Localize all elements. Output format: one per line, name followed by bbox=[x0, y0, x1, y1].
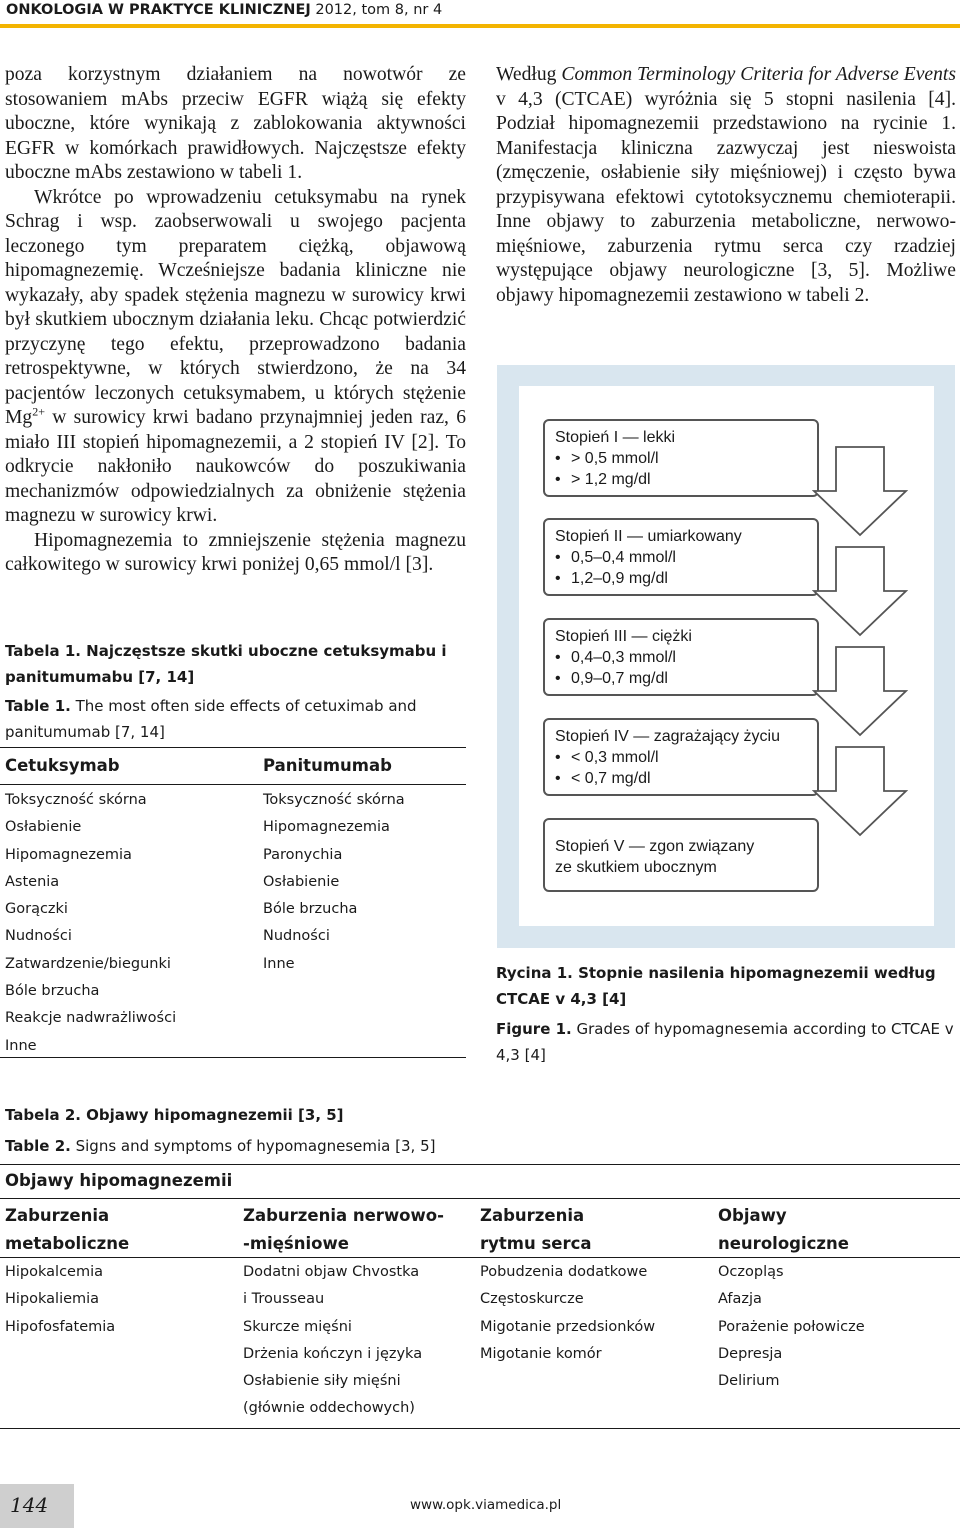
grade-title: Stopień IV — zagrażający życiu bbox=[555, 728, 780, 745]
table2-col2 bbox=[243, 1259, 422, 1423]
body-text-right bbox=[496, 63, 956, 308]
table-cell: Dodatni objaw Chvostka bbox=[243, 1264, 420, 1280]
page-number: 144 bbox=[10, 1493, 49, 1517]
running-header bbox=[0, 0, 960, 28]
table2-main-header: Objawy hipomagnezemii bbox=[5, 1171, 233, 1190]
table-cell: Porażenie połowicze bbox=[718, 1318, 865, 1335]
arrow-down-icon bbox=[812, 745, 908, 837]
table-cell: Osłabienie siły mięśni bbox=[243, 1373, 401, 1390]
table2-col4 bbox=[718, 1259, 865, 1395]
grade-box-3 bbox=[543, 618, 819, 696]
grade-item: • > 0,5 mmol/l bbox=[555, 448, 809, 469]
grade-title: Stopień I — lekki bbox=[555, 429, 676, 446]
table-cell: Nudności bbox=[5, 928, 72, 945]
grade-item: • > 1,2 mg/dl bbox=[555, 469, 809, 490]
table2-col1-header: Zaburzenia metaboliczne bbox=[5, 1206, 130, 1253]
figure-caption-pl: Rycina 1. Stopnie nasilenia hipomagnezemii według CTCAE v 4,3 [4] bbox=[496, 964, 936, 1008]
table2-col4-header: Objawy neurologiczne bbox=[718, 1206, 849, 1253]
table-cell: Delirium bbox=[718, 1373, 780, 1390]
grade-item: • 0,4–0,3 mmol/l bbox=[555, 647, 809, 668]
table2-title-en: Table 2. Signs and symptoms of hypomagnesemia [3, 5] bbox=[5, 1137, 436, 1155]
table-cell: Hipofosfatemia bbox=[5, 1318, 116, 1335]
journal-title: ONKOLOGIA W PRAKTYCE KLINICZNEJ 2012, tom 8, nr 4 bbox=[6, 2, 443, 18]
table1-title-en: Table 1. The most often side effects of cetuximab and panitumumab [7, 14] bbox=[5, 697, 417, 741]
table2-col3-header: Zaburzenia rytmu serca bbox=[480, 1206, 592, 1253]
table2-col3 bbox=[480, 1259, 655, 1368]
table-cell: Oczopląs bbox=[718, 1264, 784, 1280]
table-cell: Toksyczność skórna bbox=[263, 792, 405, 808]
table2-subheader-rule bbox=[0, 1198, 960, 1199]
table-cell: Hipomagnezemia bbox=[263, 819, 390, 836]
table1-col2-header: Panitumumab bbox=[263, 756, 392, 775]
table1-header-rule bbox=[0, 784, 466, 785]
grade-item: • 1,2–0,9 mg/dl bbox=[555, 568, 809, 589]
table2-top-rule bbox=[0, 1164, 960, 1165]
table-cell: Skurcze mięśni bbox=[243, 1318, 352, 1335]
table2-col1 bbox=[5, 1259, 115, 1341]
table-cell: Nudności bbox=[263, 928, 330, 945]
footer-url: www.opk.viamedica.pl bbox=[410, 1497, 562, 1513]
paragraph-3: Hipomagnezemia to zmniejszenie stężenia magnezu całkowitego w surowicy krwi poniżej 0,65 mmol/l [3]. bbox=[5, 529, 466, 575]
table2-col2-header: Zaburzenia nerwowo- -mięśniowe bbox=[243, 1206, 444, 1253]
header-rule bbox=[0, 24, 960, 28]
grade-box-2 bbox=[543, 518, 819, 596]
table-cell: Toksyczność skórna bbox=[5, 792, 147, 808]
paragraph-1: poza korzystnym działaniem na nowotwór ze stosowaniem mAbs przeciw EGFR wiążą się efekty uboczne, które wynikają z zablokowania aktywności EGFR w komórkach prawidłowych. Najczęstsze efekty uboczne mAbs zestawiono w tabeli 1. bbox=[5, 64, 466, 183]
table-cell: Bóle brzucha bbox=[5, 983, 100, 1000]
table1-top-rule bbox=[0, 747, 466, 748]
grade-item: • 0,5–0,4 mmol/l bbox=[555, 547, 809, 568]
table-cell: Depresja bbox=[718, 1345, 783, 1362]
table-cell: Częstoskurcze bbox=[480, 1291, 584, 1308]
grade-item: • 0,9–0,7 mg/dl bbox=[555, 668, 809, 689]
grade-item: • < 0,7 mg/dl bbox=[555, 768, 809, 789]
grade-box-4 bbox=[543, 718, 819, 796]
grade-item: • < 0,3 mmol/l bbox=[555, 747, 809, 768]
table-cell: Osłabienie bbox=[263, 873, 340, 890]
table-cell: Drżenia kończyn i języka bbox=[243, 1345, 423, 1362]
grade-title: Stopień V — zgon związany ze skutkiem ubocznym bbox=[555, 838, 755, 876]
table-cell: Bóle brzucha bbox=[263, 901, 358, 918]
table-cell: Astenia bbox=[5, 873, 60, 890]
grade-title: Stopień III — ciężki bbox=[555, 628, 692, 645]
table1-col1 bbox=[5, 787, 176, 1060]
table-cell: Paronychia bbox=[263, 846, 343, 863]
arrow-down-icon bbox=[812, 545, 908, 637]
table-cell: Hipokaliemia bbox=[5, 1291, 100, 1308]
table-cell: Inne bbox=[5, 1037, 37, 1054]
grade-title: Stopień II — umiarkowany bbox=[555, 528, 742, 545]
paragraph-4: Według Common Terminology Criteria for Adverse Events v 4,3 (CTCAE) wyróżnia się 5 stopni nasilenia [4]. Podział hipomagnezemii przedstawiono na rycinie 1. Manifestacja kliniczna zazwyczaj jest nieswoista (zmęczenie, osłabienie siły mięśniowej) i często bywa przypisywana efektowi cytotoksycznemu chemioterapii. Inne objawy to zaburzenia metaboliczne, nerwowo-mięśniowe, zaburzenia rytmu serca czy rzadziej występujące objawy neurologiczne [3, 5]. Możliwe objawy hipomagnezemii zestawiono w tabeli 2. bbox=[496, 64, 956, 306]
table2-header-rule bbox=[0, 1257, 960, 1258]
table-cell: Migotanie przedsionków bbox=[480, 1318, 656, 1335]
table-cell: Afazja bbox=[718, 1291, 762, 1308]
figure-caption-en: Figure 1. Grades of hypomagnesemia according to CTCAE v 4,3 [4] bbox=[496, 1020, 954, 1064]
arrow-down-icon bbox=[812, 445, 908, 537]
table1-col2 bbox=[263, 787, 405, 978]
table-cell: Migotanie komór bbox=[480, 1345, 602, 1362]
table-cell: Hipomagnezemia bbox=[5, 846, 132, 863]
table-cell: Osłabienie bbox=[5, 819, 82, 836]
grade-box-1 bbox=[543, 419, 819, 497]
table-cell: Zatwardzenie/biegunki bbox=[5, 955, 171, 972]
arrow-down-icon bbox=[812, 645, 908, 737]
table1-title-pl: Tabela 1. Najczęstsze skutki uboczne cetuksymabu i panitumumabu [7, 14] bbox=[5, 642, 447, 686]
table2-title-pl: Tabela 2. Objawy hipomagnezemii [3, 5] bbox=[5, 1106, 344, 1124]
table-cell: Pobudzenia dodatkowe bbox=[480, 1264, 648, 1280]
paragraph-2: Wkrótce po wprowadzeniu cetuksymabu na rynek Schrag i wsp. zaobserwowali u swojego pacjenta leczonego tym preparatem ciężką, objawową hipomagnezemię. Wcześniejsze badania kliniczne nie wykazały, aby spadek stężenia magnezu w surowicy krwi był skutkiem ubocznym działania leku. Chcąc potwierdzić przyczynę tego efektu, przeprowadzono badania retrospektywne, w których stwierdzono, że na 34 pacjentów leczonych cetuksymabem, u których stężenie $Mg^{2+}$ w surowicy krwi badano przynajmniej jeden raz, 6 miało III stopień hipomagnezemii, a 2 stopień IV [2]. To odkrycie nakłoniło naukowców do poszukiwania mechanizmów odpowiedzialnych za obniżenie stężenia magnezu w surowicy krwi. bbox=[5, 186, 466, 526]
table-cell: Inne bbox=[263, 955, 295, 972]
table-cell: Gorączki bbox=[5, 901, 68, 918]
table-cell: (głównie oddechowych) bbox=[243, 1400, 415, 1417]
table-cell: i Trousseau bbox=[243, 1291, 325, 1308]
grade-box-5 bbox=[543, 818, 819, 892]
table2-bottom-rule bbox=[0, 1428, 960, 1429]
table1-col1-header: Cetuksymab bbox=[5, 756, 120, 775]
table-cell: Reakcje nadwrażliwości bbox=[5, 1010, 177, 1027]
body-text-left bbox=[5, 63, 466, 578]
table-cell: Hipokalcemia bbox=[5, 1264, 103, 1280]
table1-bottom-rule bbox=[0, 1057, 466, 1058]
